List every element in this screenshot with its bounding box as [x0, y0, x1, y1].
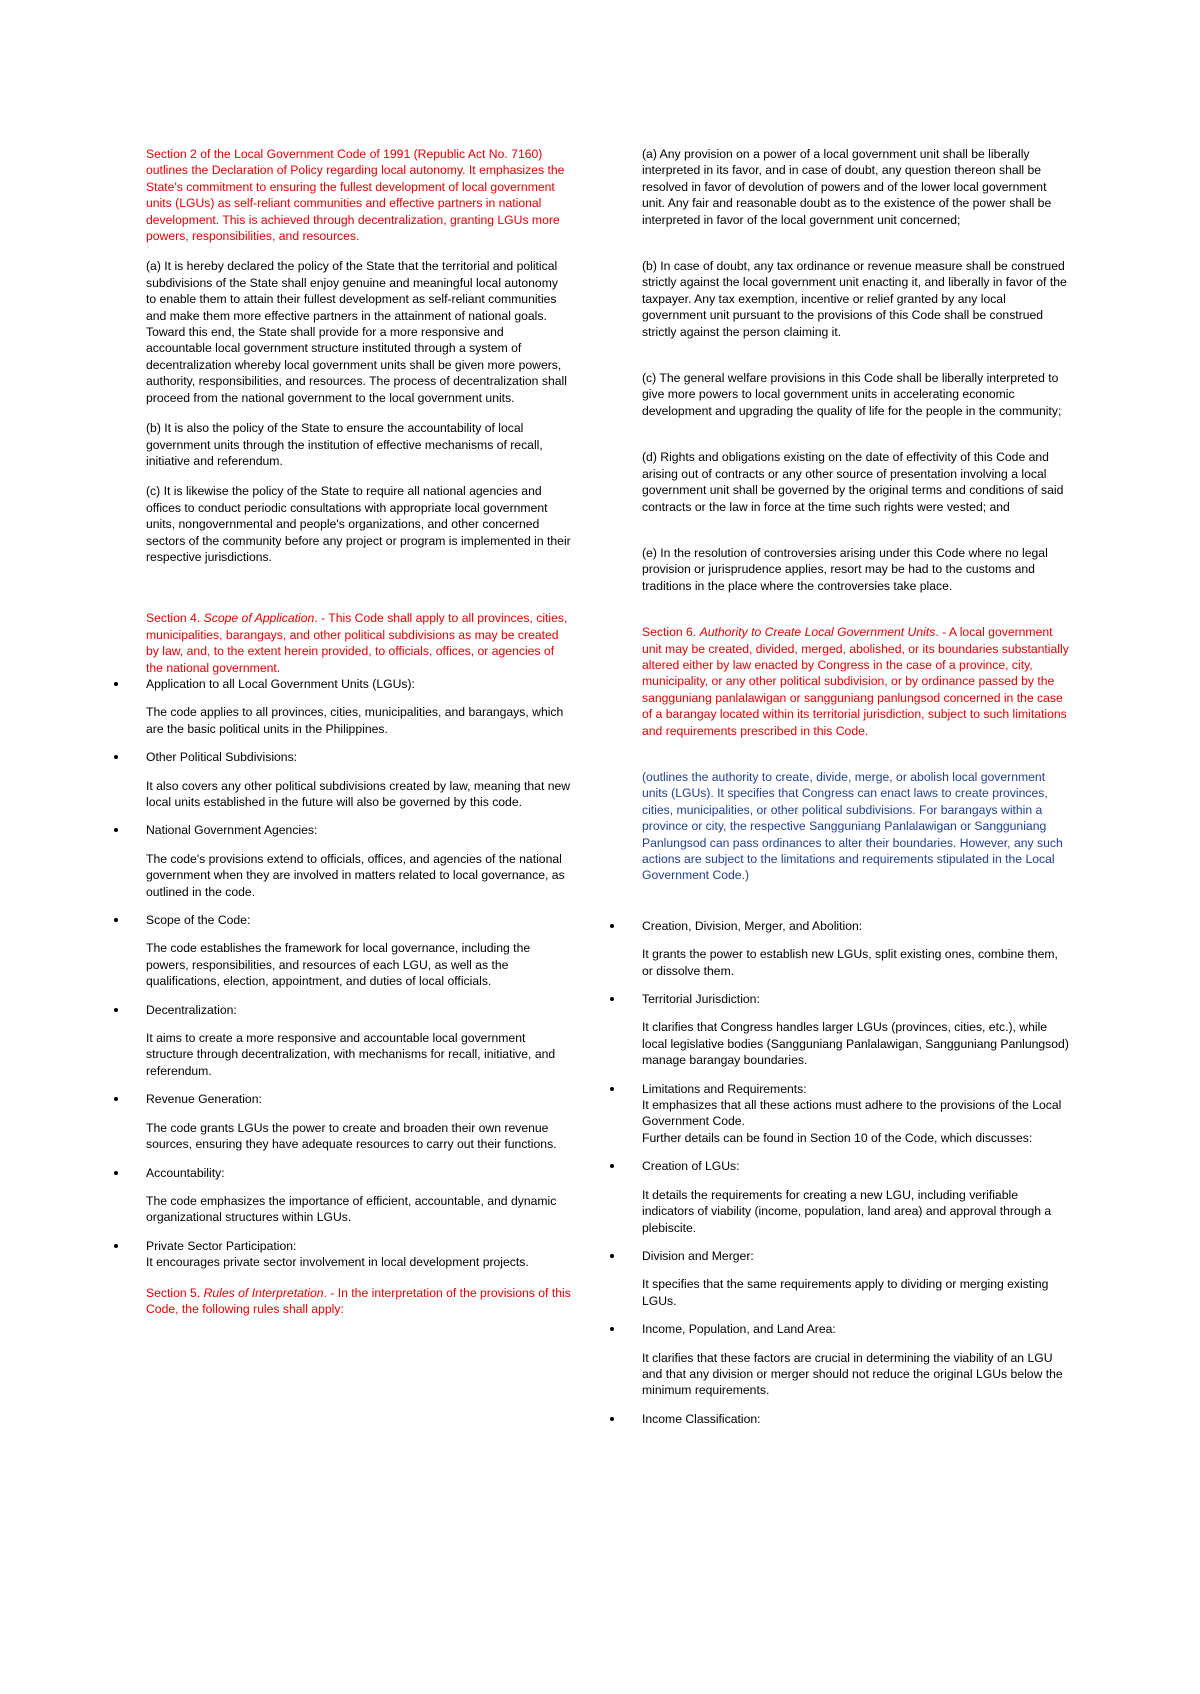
bullet-text: It details the requirements for creating a new LGU, including verifiable indicators of viability (income, population, land area) and approval through a plebiscite. [642, 1187, 1052, 1235]
bullet-heading: Limitations and Requirements: [642, 1081, 807, 1096]
list-item [146, 749, 571, 810]
bullet-heading: Revenue Generation: [146, 1092, 262, 1107]
list-item [146, 1091, 571, 1152]
list-item [146, 1165, 571, 1226]
section-5-body: . - In the interpretation of the provisions of this Code, the following rules shall apply: [146, 1285, 571, 1316]
bullet-heading: Scope of the Code: [146, 913, 251, 928]
bullet-text: The code's provisions extend to officials, offices, and agencies of the national government when they are involved in matters related to local governance, as outlined in the code. [146, 851, 565, 899]
authority-bullet-list [642, 918, 1069, 1427]
list-item [642, 1321, 1069, 1399]
right-column [642, 146, 1069, 1439]
section-5-paragraph-a: (a) Any provision on a power of a local government unit shall be liberally interpreted in its favor, and in case of doubt, any question thereon shall be resolved in favor of devolution of powers and of the lower local government unit. Any fair and reasonable doubt as to the existence of the power shall be interpreted in favor of the local government unit concerned; [642, 147, 1052, 227]
section-5-heading [146, 1285, 571, 1318]
list-item [642, 991, 1069, 1069]
bullet-heading: Other Political Subdivisions: [146, 750, 298, 765]
bullet-heading: Private Sector Participation: [146, 1238, 297, 1253]
section-6-body: . - A local government unit may be created, divided, merged, abolished, or its boundaries substantially altered either by law enacted by Congress in the case of a province, city, municipality, or any other political subdivision, or by ordinance passed by the sangguniang panlalawigan or sangguniang panlungsod concerned in the case of a barangay located within its territorial jurisdiction, subject to such limitations and requirements prescribed in this Code. [642, 625, 1069, 738]
section-5-paragraph-e: (e) In the resolution of controversies arising under this Code where no legal provision or jurisprudence applies, resort may be had to the customs and traditions in the place where the controversies take place. [642, 545, 1048, 593]
bullet-text: It grants the power to establish new LGUs, split existing ones, combine them, or dissolve them. [642, 947, 1058, 978]
list-item [146, 676, 571, 737]
section-2-paragraph-c: (c) It is likewise the policy of the State to require all national agencies and offices to conduct periodic consultations with appropriate local government units, nongovernmental and people's organizations, and other concerned sectors of the community before any project or program is implemented in their respective jurisdictions. [146, 484, 571, 564]
section-5-paragraph-d: (d) Rights and obligations existing on the date of effectivity of this Code and arising out of contracts or any other source of presentation involving a local government unit shall be governed by the original terms and conditions of said contracts or the law in force at the time such rights were vested; and [642, 450, 1064, 514]
bullet-text: It clarifies that Congress handles larger LGUs (provinces, cities, etc.), while local legislative bodies (Sangguniang Panlalawigan, Sangguniang Panlungsod) manage barangay boundaries. [642, 1020, 1069, 1068]
list-item [642, 1158, 1069, 1236]
section-4-heading [146, 610, 571, 676]
bullet-heading: Territorial Jurisdiction: [642, 992, 760, 1007]
bullet-heading: Creation of LGUs: [642, 1159, 740, 1174]
section-2-paragraph-b: (b) It is also the policy of the State to ensure the accountability of local government units through the institution of effective mechanisms of recall, initiative and referendum. [146, 421, 543, 468]
section-6-summary: (outlines the authority to create, divide, merge, or abolish local government units (LGUs). It specifies that Congress can enact laws to create provinces, cities, municipalities, or other political subdivisions. For barangays within a province or city, the respective Sangguniang Panlalawigan or Sangguniang Panlungsod can pass ordinances to alter their boundaries. However, any such actions are subject to the limitations and requirements stipulated in the Local Government Code.) [642, 769, 1063, 883]
section-4-title: Scope of Application [203, 611, 315, 626]
bullet-text: It emphasizes that all these actions must adhere to the provisions of the Local Government Code. [642, 1098, 1062, 1129]
section-5-label: Section 5. [146, 1285, 204, 1300]
bullet-text: It clarifies that these factors are crucial in determining the viability of an LGU and that any division or merger should not reduce the original LGUs below the minimum requirements. [642, 1350, 1063, 1398]
bullet-text: It also covers any other political subdivisions created by law, meaning that new local units established in the future will also be governed by this code. [146, 778, 571, 809]
section-5-paragraph-c: (c) The general welfare provisions in this Code shall be liberally interpreted to give more powers to local government units in accelerating economic development and upgrading the quality of life for the people in the community; [642, 371, 1062, 418]
bullet-heading: Decentralization: [146, 1002, 237, 1017]
section-4-label: Section 4. [146, 611, 204, 626]
bullet-text: It aims to create a more responsive and accountable local government structure through decentralization, with mechanisms for recall, initiative, and referendum. [146, 1031, 556, 1078]
list-item [642, 1411, 1069, 1427]
bullet-text: It specifies that the same requirements apply to dividing or merging existing LGUs. [642, 1277, 1049, 1308]
section-4-body: . - This Code shall apply to all provinces, cities, municipalities, barangays, and other political subdivisions as may be created by law, and, to the extent herein provided, to officials, offices, or agencies of the national government. [146, 611, 568, 675]
bullet-heading: Creation, Division, Merger, and Abolition: [642, 918, 863, 933]
list-item [146, 822, 571, 900]
bullet-heading: Income Classification: [642, 1411, 761, 1426]
scope-bullet-list [146, 676, 571, 1271]
section-2-summary: Section 2 of the Local Government Code of 1991 (Republic Act No. 7160) outlines the Declaration of Policy regarding local autonomy. It emphasizes the State's commitment to ensuring the fullest development of local government units (LGUs) as self-reliant communities and effective partners in national development. This is achieved through decentralization, granting LGUs more powers, responsibilities, and resources. [146, 147, 565, 244]
left-column [146, 146, 571, 1317]
section-5-paragraph-b: (b) In case of doubt, any tax ordinance or revenue measure shall be construed strictly against the local government unit enacting it, and liberally in favor of the taxpayer. Any tax exemption, incentive or relief granted by any local government unit pursuant to the provisions of this Code shall be construed strictly against the person claiming it. [642, 259, 1067, 339]
bullet-heading: National Government Agencies: [146, 823, 318, 838]
list-item [642, 918, 1069, 979]
list-item [146, 1002, 571, 1080]
bullet-heading: Accountability: [146, 1165, 225, 1180]
bullet-text: It encourages private sector involvement in local development projects. [146, 1255, 529, 1270]
list-item [146, 912, 571, 990]
section-6-title: Authority to Create Local Government Units [699, 625, 936, 640]
bullet-text-continued: Further details can be found in Section 10 of the Code, which discusses: [642, 1130, 1033, 1145]
list-item [642, 1248, 1069, 1309]
list-item [642, 1081, 1069, 1147]
bullet-heading: Income, Population, and Land Area: [642, 1322, 836, 1337]
list-item [146, 1238, 571, 1271]
bullet-text: The code applies to all provinces, cities, municipalities, and barangays, which are the basic political units in the Philippines. [146, 705, 564, 736]
section-2-paragraph-a: (a) It is hereby declared the policy of the State that the territorial and political subdivisions of the State shall enjoy genuine and meaningful local autonomy to enable them to attain their fullest development as self-reliant communities and make them more effective partners in the attainment of national goals. Toward this end, the State shall provide for a more responsive and accountable local government structure instituted through a system of decentralization whereby local government units shall be given more powers, authority, responsibilities, and resources. The process of decentralization shall proceed from the national government to the local government units. [146, 259, 567, 405]
section-5-title: Rules of Interpretation [203, 1285, 324, 1300]
section-6-heading [642, 624, 1069, 739]
section-6-label: Section 6. [642, 625, 700, 640]
bullet-heading: Division and Merger: [642, 1248, 754, 1263]
bullet-text: The code establishes the framework for local governance, including the powers, responsibilities, and resources of each LGU, as well as the qualifications, election, appointment, and duties of local officials. [146, 941, 531, 989]
bullet-text: The code grants LGUs the power to create and broaden their own revenue sources, ensuring they have adequate resources to carry out their functions. [146, 1120, 557, 1152]
bullet-text: The code emphasizes the importance of efficient, accountable, and dynamic organizational structures within LGUs. [146, 1193, 557, 1225]
bullet-heading: Application to all Local Government Units (LGUs): [146, 676, 415, 691]
